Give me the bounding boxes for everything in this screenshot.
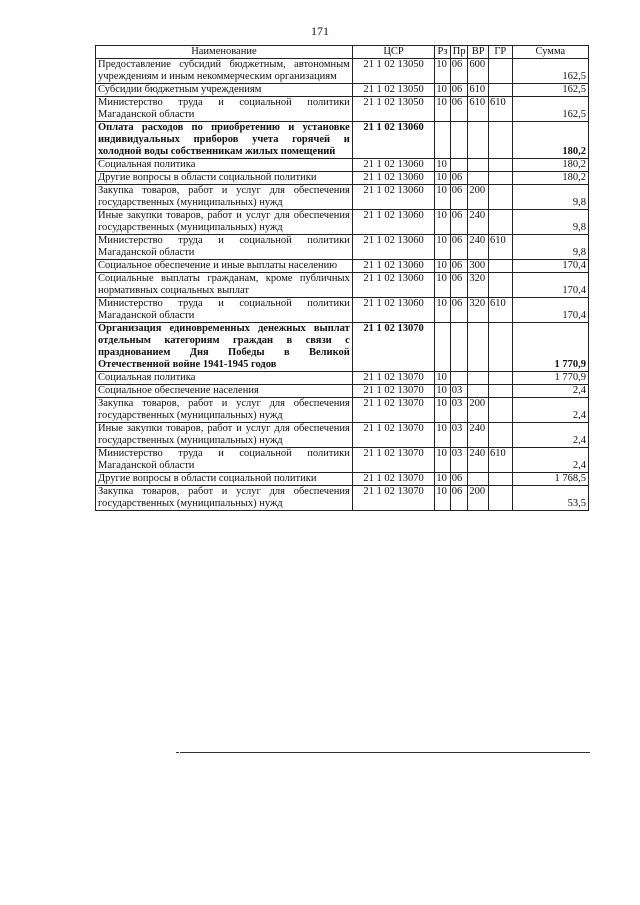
cell-pr: 06 [450,97,468,122]
table-header-row [96,46,589,59]
cell-rz: 10 [435,159,450,172]
cell-vr: 320 [468,273,489,298]
cell-csr: 21 1 02 13060 [352,210,435,235]
header-name: Наименование [96,46,353,59]
cell-name: Другие вопросы в области социальной политики [96,473,353,486]
cell-name: Министерство труда и социальной политики Магаданской области [96,298,353,323]
cell-gr [488,323,512,372]
cell-sum: 53,5 [512,486,588,511]
cell-pr [450,122,468,159]
cell-csr: 21 1 02 13060 [352,159,435,172]
table-row [96,59,589,84]
cell-csr: 21 1 02 13060 [352,172,435,185]
cell-rz [435,323,450,372]
table-row [96,235,589,260]
table-row [96,97,589,122]
page-number: 171 [311,24,329,38]
cell-csr: 21 1 02 13060 [352,122,435,159]
table-row [96,486,589,511]
cell-sum: 180,2 [512,122,588,159]
cell-vr: 240 [468,423,489,448]
cell-sum: 170,4 [512,260,588,273]
table-row [96,260,589,273]
cell-vr [468,385,489,398]
cell-csr: 21 1 02 13050 [352,59,435,84]
cell-rz [435,122,450,159]
cell-name: Социальная политика [96,372,353,385]
cell-rz: 10 [435,260,450,273]
cell-vr [468,172,489,185]
cell-name: Субсидии бюджетным учреждениям [96,84,353,97]
header-pr: Пр [450,46,468,59]
cell-pr: 03 [450,398,468,423]
cell-name: Министерство труда и социальной политики Магаданской области [96,97,353,122]
cell-rz: 10 [435,423,450,448]
cell-vr: 300 [468,260,489,273]
cell-vr [468,473,489,486]
cell-gr: 610 [488,448,512,473]
cell-vr [468,159,489,172]
cell-rz: 10 [435,97,450,122]
table-row [96,84,589,97]
cell-pr: 06 [450,185,468,210]
header-gr: ГР [488,46,512,59]
cell-csr: 21 1 02 13070 [352,372,435,385]
cell-sum: 170,4 [512,298,588,323]
cell-gr [488,122,512,159]
cell-csr: 21 1 02 13060 [352,260,435,273]
cell-pr: 06 [450,59,468,84]
cell-vr: 200 [468,185,489,210]
cell-gr [488,84,512,97]
table-body [96,59,589,511]
table-row [96,398,589,423]
cell-sum: 1 770,9 [512,372,588,385]
cell-name: Закупка товаров, работ и услуг для обеспечения государственных (муниципальных) нужд [96,486,353,511]
cell-name: Организация единовременных денежных выплат отдельным категориям граждан в связи с празднованием Дня Победы в Великой Отечественной войне 1941-1945 годов [96,323,353,372]
cell-pr: 03 [450,385,468,398]
cell-pr: 06 [450,273,468,298]
cell-csr: 21 1 02 13050 [352,84,435,97]
cell-sum: 2,4 [512,448,588,473]
table-row [96,159,589,172]
table-row [96,473,589,486]
cell-gr: 610 [488,298,512,323]
cell-name: Оплата расходов по приобретению и установке индивидуальных приборов учета горячей и холодной воды собственникам жилых помещений [96,122,353,159]
cell-vr: 320 [468,298,489,323]
cell-pr [450,323,468,372]
cell-name: Министерство труда и социальной политики Магаданской области [96,448,353,473]
cell-sum: 2,4 [512,423,588,448]
table-row [96,385,589,398]
cell-pr: 06 [450,298,468,323]
cell-gr [488,486,512,511]
cell-gr [488,372,512,385]
cell-gr: 610 [488,235,512,260]
cell-csr: 21 1 02 13060 [352,273,435,298]
cell-pr: 06 [450,210,468,235]
cell-sum: 180,2 [512,172,588,185]
cell-csr: 21 1 02 13070 [352,398,435,423]
cell-csr: 21 1 02 13050 [352,97,435,122]
cell-vr: 240 [468,448,489,473]
cell-rz: 10 [435,273,450,298]
cell-gr [488,385,512,398]
cell-vr [468,372,489,385]
cell-pr: 06 [450,84,468,97]
cell-rz: 10 [435,185,450,210]
table-row [96,448,589,473]
cell-sum: 170,4 [512,273,588,298]
cell-rz: 10 [435,59,450,84]
cell-gr [488,185,512,210]
table-row [96,122,589,159]
cell-sum: 162,5 [512,84,588,97]
cell-csr: 21 1 02 13060 [352,185,435,210]
cell-sum: 9,8 [512,185,588,210]
cell-csr: 21 1 02 13070 [352,385,435,398]
cell-gr [488,473,512,486]
cell-rz: 10 [435,235,450,260]
cell-name: Иные закупки товаров, работ и услуг для обеспечения государственных (муниципальных) нужд [96,210,353,235]
cell-name: Иные закупки товаров, работ и услуг для обеспечения государственных (муниципальных) нужд [96,423,353,448]
header-rz: Рз [435,46,450,59]
cell-vr: 610 [468,97,489,122]
cell-sum: 162,5 [512,97,588,122]
cell-gr [488,172,512,185]
cell-name: Другие вопросы в области социальной политики [96,172,353,185]
cell-vr [468,323,489,372]
footer-rule [180,752,590,753]
cell-rz: 10 [435,84,450,97]
cell-pr: 06 [450,260,468,273]
cell-gr [488,210,512,235]
table-row [96,372,589,385]
cell-name: Социальные выплаты гражданам, кроме публичных нормативных социальных выплат [96,273,353,298]
cell-pr: 06 [450,473,468,486]
cell-pr: 06 [450,235,468,260]
footer-dash [176,752,179,753]
cell-gr [488,273,512,298]
table-row [96,273,589,298]
cell-rz: 10 [435,172,450,185]
cell-rz: 10 [435,210,450,235]
cell-gr [488,398,512,423]
cell-gr: 610 [488,97,512,122]
cell-vr: 610 [468,84,489,97]
cell-vr: 240 [468,235,489,260]
cell-vr: 600 [468,59,489,84]
table-row [96,210,589,235]
table-row [96,172,589,185]
cell-vr [468,122,489,159]
cell-gr [488,159,512,172]
cell-pr: 06 [450,486,468,511]
budget-table [95,45,589,511]
cell-csr: 21 1 02 13070 [352,486,435,511]
table-row [96,423,589,448]
cell-rz: 10 [435,486,450,511]
cell-name: Социальное обеспечение и иные выплаты населению [96,260,353,273]
cell-rz: 10 [435,385,450,398]
cell-sum: 9,8 [512,235,588,260]
cell-pr: 06 [450,172,468,185]
cell-sum: 2,4 [512,385,588,398]
cell-csr: 21 1 02 13070 [352,423,435,448]
cell-pr: 03 [450,423,468,448]
cell-sum: 2,4 [512,398,588,423]
header-csr: ЦСР [352,46,435,59]
cell-sum: 162,5 [512,59,588,84]
cell-vr: 240 [468,210,489,235]
cell-csr: 21 1 02 13060 [352,235,435,260]
cell-gr [488,59,512,84]
cell-sum: 180,2 [512,159,588,172]
table-row [96,298,589,323]
header-sum: Сумма [512,46,588,59]
cell-csr: 21 1 02 13070 [352,448,435,473]
cell-pr [450,372,468,385]
cell-name: Социальное обеспечение населения [96,385,353,398]
cell-name: Министерство труда и социальной политики Магаданской области [96,235,353,260]
cell-name: Закупка товаров, работ и услуг для обеспечения государственных (муниципальных) нужд [96,185,353,210]
cell-rz: 10 [435,473,450,486]
cell-pr: 03 [450,448,468,473]
cell-vr: 200 [468,486,489,511]
cell-csr: 21 1 02 13070 [352,473,435,486]
header-vr: ВР [468,46,489,59]
cell-rz: 10 [435,398,450,423]
cell-sum: 9,8 [512,210,588,235]
cell-rz: 10 [435,448,450,473]
cell-sum: 1 770,9 [512,323,588,372]
cell-csr: 21 1 02 13070 [352,323,435,372]
cell-csr: 21 1 02 13060 [352,298,435,323]
cell-name: Предоставление субсидий бюджетным, автономным учреждениям и иным некоммерческим организациям [96,59,353,84]
table-row [96,323,589,372]
table-row [96,185,589,210]
cell-name: Социальная политика [96,159,353,172]
cell-sum: 1 768,5 [512,473,588,486]
cell-rz: 10 [435,298,450,323]
cell-gr [488,260,512,273]
cell-vr: 200 [468,398,489,423]
cell-name: Закупка товаров, работ и услуг для обеспечения государственных (муниципальных) нужд [96,398,353,423]
cell-rz: 10 [435,372,450,385]
cell-gr [488,423,512,448]
cell-pr [450,159,468,172]
